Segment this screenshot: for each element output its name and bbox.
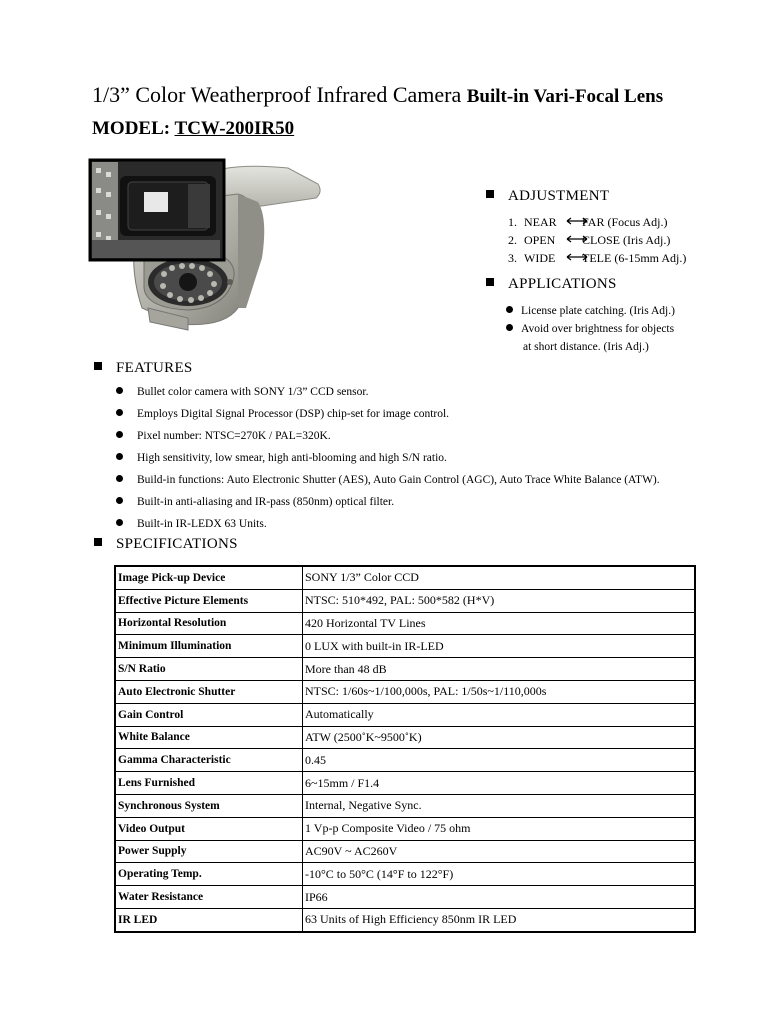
bullet-icon (116, 387, 123, 394)
spec-label: Minimum Illumination (115, 635, 303, 658)
list-item: High sensitivity, low smear, high anti-blooming and high S/N ratio. (116, 447, 660, 469)
spec-value: 1 Vp-p Composite Video / 75 ohm (303, 817, 696, 840)
spec-label: Video Output (115, 817, 303, 840)
camera-product-image (88, 158, 370, 338)
table-row (115, 680, 695, 703)
spec-value: More than 48 dB (303, 658, 696, 681)
table-row (115, 635, 695, 658)
adjustment-item: 1. NEAR FAR (Focus Adj.) (508, 215, 668, 229)
spec-value: NTSC: 510*492, PAL: 500*582 (H*V) (303, 589, 696, 612)
bullet-icon (116, 453, 123, 460)
bullet-icon (116, 497, 123, 504)
list-item: Employs Digital Signal Processor (DSP) chip-set for image control. (116, 403, 660, 425)
title-main: 1/3” Color Weatherproof Infrared Camera (92, 82, 467, 107)
spec-value: ATW (2500˚K~9500˚K) (303, 726, 696, 749)
spec-value: Internal, Negative Sync. (303, 794, 696, 817)
spec-value: -10°C to 50°C (14°F to 122°F) (303, 863, 696, 886)
table-row (115, 589, 695, 612)
list-item: License plate catching. (Iris Adj.) (506, 302, 675, 320)
table-row (115, 749, 695, 772)
spec-label: Water Resistance (115, 886, 303, 909)
table-row (115, 817, 695, 840)
table-row (115, 566, 695, 589)
features-list (116, 381, 660, 535)
table-row (115, 612, 695, 635)
bullet-icon (116, 431, 123, 438)
specifications-table-body (115, 566, 695, 932)
spec-label: White Balance (115, 726, 303, 749)
model-line (92, 118, 294, 140)
spec-value: 0.45 (303, 749, 696, 772)
specifications-table (114, 565, 696, 933)
spec-label: Lens Furnished (115, 772, 303, 795)
spec-label: Operating Temp. (115, 863, 303, 886)
table-row (115, 658, 695, 681)
spec-label: S/N Ratio (115, 658, 303, 681)
spec-value: NTSC: 1/60s~1/100,000s, PAL: 1/50s~1/110,000s (303, 680, 696, 703)
applications-list (506, 302, 675, 356)
bullet-icon (116, 519, 123, 526)
spec-label: Gamma Characteristic (115, 749, 303, 772)
bullet-icon (116, 475, 123, 482)
table-row (115, 840, 695, 863)
list-item: Avoid over brightness for objects (506, 320, 675, 338)
spec-label: Gain Control (115, 703, 303, 726)
title-subtitle: Built-in Vari-Focal Lens (466, 86, 664, 107)
list-item-continuation: at short distance. (Iris Adj.) (523, 341, 649, 353)
spec-value: SONY 1/3” Color CCD (303, 566, 696, 589)
list-item: Build-in functions: Auto Electronic Shutter (AES), Auto Gain Control (AGC), Auto Trace White Balance (ATW). (116, 469, 660, 491)
applications-heading: APPLICATIONS (486, 276, 617, 293)
spec-label: Power Supply (115, 840, 303, 863)
model-number: TCW-200IR50 (174, 118, 295, 139)
table-row (115, 863, 695, 886)
table-row (115, 908, 695, 931)
list-item: Pixel number: NTSC=270K / PAL=320K. (116, 425, 660, 447)
square-bullet-icon (94, 538, 102, 546)
bullet-icon (506, 306, 513, 313)
spec-value: 6~15mm / F1.4 (303, 772, 696, 795)
spec-label: Auto Electronic Shutter (115, 680, 303, 703)
table-row (115, 726, 695, 749)
adjustment-list (508, 213, 686, 267)
bullet-icon (116, 409, 123, 416)
bullet-icon (506, 324, 513, 331)
square-bullet-icon (486, 278, 494, 286)
table-row (115, 772, 695, 795)
list-item: Built-in IR-LEDX 63 Units. (116, 513, 660, 535)
spec-value: IP66 (303, 886, 696, 909)
square-bullet-icon (486, 190, 494, 198)
spec-label: IR LED (115, 908, 303, 931)
spec-value: 420 Horizontal TV Lines (303, 612, 696, 635)
table-row (115, 703, 695, 726)
list-item: Built-in anti-aliasing and IR-pass (850nm) optical filter. (116, 491, 660, 513)
features-heading: FEATURES (94, 360, 193, 377)
spec-label: Effective Picture Elements (115, 589, 303, 612)
square-bullet-icon (94, 362, 102, 370)
page-title (92, 82, 663, 108)
spec-value: Automatically (303, 703, 696, 726)
adjustment-item: 3. WIDE TELE (6-15mm Adj.) (508, 251, 687, 265)
list-item: Bullet color camera with SONY 1/3” CCD sensor. (116, 381, 660, 403)
spec-value: AC90V ~ AC260V (303, 840, 696, 863)
table-row (115, 886, 695, 909)
spec-label: Horizontal Resolution (115, 612, 303, 635)
spec-label: Image Pick-up Device (115, 566, 303, 589)
adjustment-heading: ADJUSTMENT (486, 188, 609, 205)
table-row (115, 794, 695, 817)
specifications-heading: SPECIFICATIONS (94, 536, 238, 553)
spec-label: Synchronous System (115, 794, 303, 817)
spec-value: 0 LUX with built-in IR-LED (303, 635, 696, 658)
model-label: MODEL: (92, 118, 175, 139)
spec-value: 63 Units of High Efficiency 850nm IR LED (303, 908, 696, 931)
adjustment-item: 2. OPEN CLOSE (Iris Adj.) (508, 233, 671, 247)
